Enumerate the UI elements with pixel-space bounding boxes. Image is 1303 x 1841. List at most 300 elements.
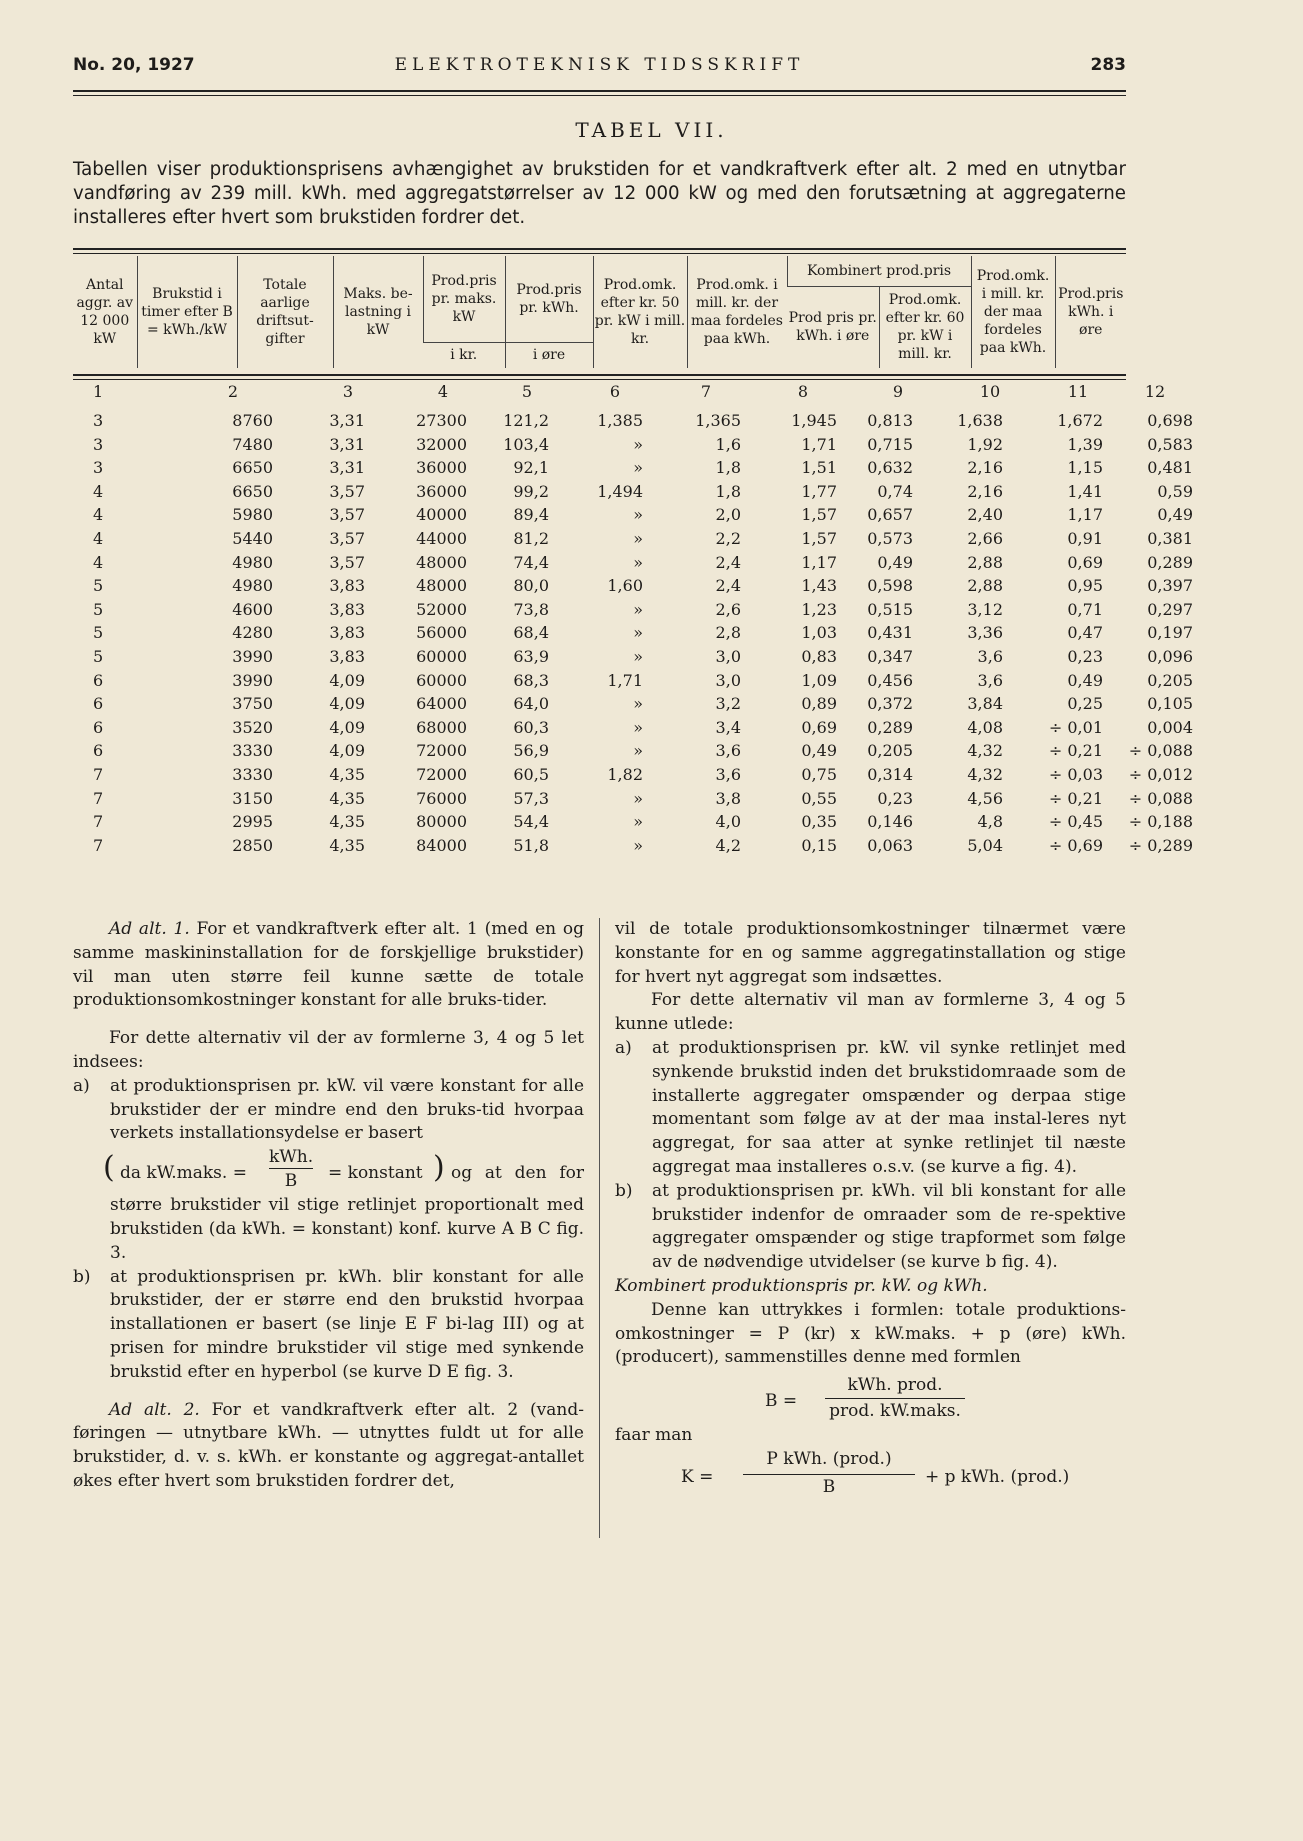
table-row — [73, 717, 1193, 742]
table-cell: 3 — [93, 411, 104, 430]
formula-b — [615, 1370, 1126, 1424]
table-cell: 60,3 — [513, 717, 549, 737]
table-cell: 3,6 — [715, 741, 741, 761]
table-cell: 1,8 — [715, 481, 741, 501]
table-cell: 72000 — [416, 741, 467, 761]
a-text-1: at produktionsprisen pr. kW. vil være konstant for alle brukstider der er mindre end den bruks-tid hvorpaa verkets installationsydelse er basert — [110, 1075, 584, 1144]
table-cell: » — [633, 717, 643, 737]
table-cell: 1,60 — [607, 576, 643, 596]
table-cell: » — [633, 505, 643, 525]
table-cell: 0,314 — [867, 764, 913, 784]
table-cell: 4980 — [232, 552, 273, 572]
table-cell: 60000 — [416, 646, 467, 666]
table-cell: » — [633, 741, 643, 761]
table-cell: 2,66 — [967, 528, 1003, 548]
journal-title: ELEKTROTEKNISK TIDSSKRIFT — [394, 55, 805, 75]
col-unit-6: i øre — [505, 342, 593, 368]
table-cell: 0,004 — [1147, 717, 1193, 737]
table-cell: » — [633, 835, 643, 855]
table-cell: 72000 — [416, 764, 467, 784]
f1-denominator: prod. kW.maks. — [829, 1401, 961, 1422]
table-cell: 4,09 — [329, 741, 365, 761]
table-cell: 3750 — [232, 694, 273, 714]
table-cell: 3,57 — [329, 552, 365, 572]
table-cell: 1,51 — [801, 458, 837, 478]
table-cell: 1,638 — [957, 411, 1003, 430]
table-cell: 0,15 — [801, 835, 837, 855]
table-cell: » — [633, 552, 643, 572]
table-cell: 2,16 — [967, 481, 1003, 501]
col-number: 6 — [609, 382, 621, 401]
paren-close: ) — [433, 1150, 445, 1186]
table-cell: 2,4 — [715, 552, 741, 572]
col-header-1: Antal aggr. av 12 000 kW — [76, 277, 134, 347]
table-cell: 1,494 — [597, 481, 643, 501]
table-cell: 0,573 — [867, 528, 913, 548]
col-number: 3 — [342, 382, 354, 401]
table-cell: 6 — [93, 670, 104, 690]
table-cell: 0,197 — [1147, 623, 1193, 643]
table-cell: 1,57 — [801, 528, 837, 548]
ra-text: at produktionsprisen pr. kW. vil synke retlinjet med synkende brukstid inden det brukstidomraade som de installerte aggregater omspænder og derpaa stige momentant som følge av at der maa instal-leres nyt aggregat, for saa atter at synke retlinjet til næste aggregat maa installeres o.s.v. (se kurve a fig. 4). — [652, 1037, 1126, 1177]
table-cell: 0,74 — [877, 481, 913, 501]
right-column — [615, 918, 1126, 1502]
table-cell: 4,32 — [967, 741, 1003, 761]
table-cell: 4,35 — [329, 812, 365, 832]
table-cell: ÷ 0,03 — [1048, 764, 1103, 784]
faar-man: faar man — [615, 1425, 693, 1446]
col-header-kombinert: Kombinert prod.pris — [787, 256, 971, 286]
table-cell: 2,2 — [715, 528, 741, 548]
table-cell: 68,4 — [513, 623, 549, 643]
table-cell: 1,39 — [1067, 434, 1103, 454]
table-cell: 6650 — [232, 458, 273, 478]
table-cell: 2,8 — [715, 623, 741, 643]
table-cell: 4600 — [232, 599, 273, 619]
table-cell: 40000 — [416, 505, 467, 525]
table-cell: 7480 — [232, 434, 273, 454]
table-row — [73, 576, 1193, 600]
table-cell: 1,71 — [607, 670, 643, 690]
table-cell: 2,16 — [967, 458, 1003, 478]
table-cell: 2,40 — [967, 505, 1003, 525]
table-cell: » — [633, 434, 643, 454]
table-cell: 0,146 — [867, 812, 913, 832]
table-cell: 4,35 — [329, 788, 365, 808]
formula-tail: og at den for — [451, 1163, 584, 1184]
table-row — [73, 812, 1193, 836]
table-cell: 56000 — [416, 623, 467, 643]
table-cell: 60,5 — [513, 764, 549, 784]
table-cell: 0,372 — [867, 694, 913, 714]
table-cell: 3,36 — [967, 623, 1003, 643]
formula-denominator: B — [284, 1171, 298, 1192]
issue-number: No. 20, 1927 — [73, 55, 195, 75]
table-cell: 0,35 — [801, 812, 837, 832]
table-cell: » — [633, 623, 643, 643]
right-paragraph-1: vil de totale produktionsomkostninger tilnærmet være konstante for en og samme aggregatinstallation og stige for hvert nyt aggregat som indsættes. — [615, 919, 1126, 987]
table-cell: 68,3 — [513, 670, 549, 690]
table-row — [73, 528, 1193, 553]
column-numbers — [73, 382, 1166, 406]
table-cell: 4 — [93, 481, 104, 501]
table-cell: 1,945 — [791, 411, 837, 430]
rb-label: b) — [615, 1180, 633, 1201]
table-cell: 48000 — [416, 552, 467, 572]
col-number: 11 — [1067, 382, 1089, 401]
table-cell: 1,43 — [801, 576, 837, 596]
table-cell: 3,31 — [329, 434, 365, 454]
table-cell: 0,096 — [1147, 646, 1193, 666]
table-cell: 7 — [93, 764, 104, 784]
table-cell: 3,0 — [715, 646, 741, 666]
table-cell: 1,82 — [607, 764, 643, 784]
table-cell: 4,35 — [329, 764, 365, 784]
table-cell: 0,75 — [801, 764, 837, 784]
table-cell: 4,32 — [967, 764, 1003, 784]
table-row — [73, 835, 1193, 860]
table-cell: 3150 — [232, 788, 273, 808]
table-cell: 2850 — [232, 835, 273, 855]
table-cell: 4 — [93, 505, 104, 525]
formula-lhs: da kW.maks. = — [120, 1163, 247, 1184]
col-number: 4 — [437, 382, 449, 401]
table-cell: 1,71 — [801, 434, 837, 454]
table-cell: 7 — [93, 812, 104, 832]
table-cell: 4280 — [232, 623, 273, 643]
table-cell: 0,69 — [801, 717, 837, 737]
table-cell: 3,84 — [967, 694, 1003, 714]
table-cell: 2,88 — [967, 576, 1003, 596]
table-cell: 6 — [93, 694, 104, 714]
table-cell: 6650 — [232, 481, 273, 501]
table-cell: 0,205 — [1147, 670, 1193, 690]
table-cell: 2,4 — [715, 576, 741, 596]
table-cell: 3,83 — [329, 623, 365, 643]
table-cell: 0,25 — [1067, 694, 1103, 714]
table-cell: 0,715 — [867, 434, 913, 454]
a-formula — [73, 1146, 584, 1194]
table-cell: » — [633, 646, 643, 666]
column-divider — [599, 918, 600, 1538]
table-cell: » — [633, 458, 643, 478]
table-cell: 7 — [93, 835, 104, 855]
table-cell: » — [633, 694, 643, 714]
table-cell: 3,0 — [715, 670, 741, 690]
table-cell: 0,49 — [801, 741, 837, 761]
a-label: a) — [73, 1075, 90, 1096]
col-number: 12 — [1144, 382, 1166, 401]
table-cell: 103,4 — [503, 434, 549, 454]
table-cell: 1,23 — [801, 599, 837, 619]
table-cell: 0,063 — [867, 835, 913, 855]
col-unit-5: i kr. — [423, 342, 505, 368]
table-cell: 3990 — [232, 670, 273, 690]
table-cell: 4 — [93, 528, 104, 548]
table-cell: 2,88 — [967, 552, 1003, 572]
col-header-5: Prod.pris pr. maks. kW — [423, 256, 505, 342]
table-cell: 1,92 — [967, 434, 1003, 454]
table-row — [73, 411, 1193, 435]
table-cell: 2,6 — [715, 599, 741, 619]
table-cell: 0,297 — [1147, 599, 1193, 619]
table-cell: 48000 — [416, 576, 467, 596]
table-cell: 0,632 — [867, 458, 913, 478]
table-cell: 0,49 — [1067, 670, 1103, 690]
table-cell: 0,456 — [867, 670, 913, 690]
table-cell: 0,289 — [1147, 552, 1193, 572]
table-cell: 0,431 — [867, 623, 913, 643]
f2-tail: + p kWh. (prod.) — [925, 1466, 1070, 1487]
col-number: 7 — [700, 382, 712, 401]
table-cell: » — [633, 788, 643, 808]
table-cell: 4,08 — [967, 717, 1003, 737]
table-row — [73, 741, 1193, 765]
table-cell: 6 — [93, 717, 104, 737]
table-cell: 36000 — [416, 458, 467, 478]
paren-open: ( — [103, 1150, 115, 1186]
table-cell: 3 — [93, 458, 104, 478]
formula-rhs: = konstant — [328, 1163, 423, 1184]
right-paragraph-2: For dette alternativ vil man av formlerne 3, 4 og 5 kunne utlede: — [615, 990, 1126, 1035]
table-cell: 4,0 — [715, 812, 741, 832]
table-row — [73, 764, 1193, 789]
table-cell: 99,2 — [513, 481, 549, 501]
table-row — [73, 552, 1193, 577]
col-number: 9 — [892, 382, 904, 401]
table-row — [73, 623, 1193, 647]
table-cell: 1,17 — [801, 552, 837, 572]
table-cell: 44000 — [416, 528, 467, 548]
table-cell: 0,71 — [1067, 599, 1103, 619]
col-header-11: Prod.omk. i mill. kr. der maa fordeles paa kWh. — [971, 256, 1055, 368]
table-cell: ÷ 0,01 — [1048, 717, 1103, 737]
table-cell: ÷ 0,188 — [1128, 812, 1193, 832]
table-cell: 89,4 — [513, 505, 549, 525]
table-cell: 4,09 — [329, 717, 365, 737]
table-cell: 3,2 — [715, 694, 741, 714]
table-cell: 3520 — [232, 717, 273, 737]
table-cell: 1,15 — [1067, 458, 1103, 478]
f1-lhs: B = — [765, 1391, 798, 1412]
table-cell: 32000 — [416, 434, 467, 454]
header-rule — [73, 90, 1126, 96]
table-cell: 5 — [93, 599, 104, 619]
right-paragraph-3: Denne kan uttrykkes i formlen: totale produktions-omkostninger = P (kr) x kW.maks. + p (øre) kWh. (producert), sammenstilles denne med formlen — [615, 1299, 1126, 1368]
table-intro: Tabellen viser produktionsprisens avhængighet av brukstiden for et vandkraftverk efter alt. 2 med en utnytbar vandføring av 239 mill. kWh. med aggregatstørrelser av 12 000 kW og med den forutsætning at aggregaterne installeres efter hvert som brukstiden fordrer det. — [73, 159, 1126, 228]
col-number: 2 — [227, 382, 239, 401]
table-cell: 3,83 — [329, 576, 365, 596]
table-row — [73, 694, 1193, 718]
table-cell: 80000 — [416, 812, 467, 832]
table-cell: 3990 — [232, 646, 273, 666]
table-top-rule — [73, 248, 1126, 254]
table-cell: 4,2 — [715, 835, 741, 855]
table-cell: 81,2 — [513, 528, 549, 548]
table-cell: 0,23 — [877, 788, 913, 808]
alt2-heading: Ad alt. 2. — [109, 1399, 200, 1420]
formula-numerator: kWh. — [269, 1147, 314, 1168]
running-header — [73, 55, 1126, 81]
table-cell: 4,09 — [329, 694, 365, 714]
table-cell: 0,657 — [867, 505, 913, 525]
table-cell: 0,49 — [877, 552, 913, 572]
table-cell: 3,31 — [329, 458, 365, 478]
col-header-8: Prod.omk. i mill. kr. der maa fordeles paa kWh. — [687, 256, 787, 368]
table-cell: 0,397 — [1147, 576, 1193, 596]
table-cell: 0,89 — [801, 694, 837, 714]
table-cell: 68000 — [416, 717, 467, 737]
page-number: 283 — [1090, 55, 1126, 75]
table-cell: 57,3 — [513, 788, 549, 808]
table-cell: 3,57 — [329, 481, 365, 501]
table-cell: 0,598 — [867, 576, 913, 596]
table-cell: 73,8 — [513, 599, 549, 619]
table-cell: 3,6 — [715, 764, 741, 784]
table-cell: 3,8 — [715, 788, 741, 808]
col-header-2: Brukstid i timer efter B = kWh./kW — [137, 256, 237, 368]
table-row — [73, 599, 1193, 624]
table-cell: 121,2 — [503, 411, 549, 430]
table-cell: 27300 — [416, 411, 467, 430]
table-cell: 56,9 — [513, 741, 549, 761]
table-cell: 1,385 — [597, 411, 643, 430]
table-cell: 2995 — [232, 812, 273, 832]
f2-numerator: P kWh. (prod.) — [766, 1448, 892, 1469]
table-row — [73, 458, 1193, 482]
table-cell: 63,9 — [513, 646, 549, 666]
table-cell: 54,4 — [513, 812, 549, 832]
table-cell: 0,91 — [1067, 528, 1103, 548]
table-cell: 3,12 — [967, 599, 1003, 619]
table-cell: ÷ 0,088 — [1128, 788, 1193, 808]
f2-bar — [743, 1474, 915, 1475]
table-cell: 92,1 — [513, 458, 549, 478]
table-cell: 4980 — [232, 576, 273, 596]
fraction-bar — [269, 1168, 313, 1169]
table-cell: 0,289 — [867, 717, 913, 737]
table-row — [73, 788, 1193, 813]
table-cell: 3,31 — [329, 411, 365, 430]
table-cell: 4,56 — [967, 788, 1003, 808]
table-cell: 0,583 — [1147, 434, 1193, 454]
table-cell: 2,0 — [715, 505, 741, 525]
table-cell: 5 — [93, 576, 104, 596]
table-cell: 3,57 — [329, 528, 365, 548]
f2-lhs: K = — [681, 1466, 714, 1487]
table-cell: 3,83 — [329, 646, 365, 666]
table-cell: 4 — [93, 552, 104, 572]
left-column — [73, 918, 584, 1494]
col-header-6: Prod.pris pr. kWh. — [505, 256, 593, 342]
table-cell: 3330 — [232, 764, 273, 784]
col-number: 1 — [93, 382, 104, 401]
table-cell: 0,515 — [867, 599, 913, 619]
table-cell: 1,77 — [801, 481, 837, 501]
table-row — [73, 670, 1193, 695]
table-cell: 1,57 — [801, 505, 837, 525]
table-cell: 1,365 — [695, 411, 741, 430]
a-text-2: større brukstider vil stige retlinjet proportionalt med brukstiden (da kWh. = konstant) konf. kurve A B C fig. 3. — [110, 1195, 584, 1263]
f2-denominator: B — [822, 1476, 836, 1497]
table-cell: 3,57 — [329, 505, 365, 525]
header-bottom-rule — [73, 374, 1126, 380]
col-header-9: Prod pris pr. kWh. i øre — [788, 310, 877, 345]
table-cell: 6 — [93, 741, 104, 761]
col-header-10: Prod.omk. efter kr. 60 pr. kW i mill. kr. — [879, 286, 971, 368]
col-number: 5 — [521, 382, 533, 401]
table-cell: 3,6 — [977, 670, 1003, 690]
table-cell: » — [633, 812, 643, 832]
table-cell: 3,6 — [977, 646, 1003, 666]
kombinert-heading: Kombinert produktionspris pr. kW. og kWh. — [615, 1275, 988, 1296]
table-cell: 4,35 — [329, 835, 365, 855]
table-cell: 1,672 — [1057, 411, 1103, 430]
table-cell: 7 — [93, 788, 104, 808]
table-row — [73, 646, 1193, 671]
alt2-text: For et vandkraftverk efter alt. 2 (vand-føringen — utnytbare kWh. — utnyttes fuldt ut for alle brukstider, d. v. s. kWh. er konstante og aggregat-antallet økes efter hvert som brukstiden fordrer det, — [73, 1399, 584, 1491]
table-cell: ÷ 0,45 — [1048, 812, 1103, 832]
table-cell: 0,49 — [1157, 505, 1193, 525]
table-cell: 84000 — [416, 835, 467, 855]
table-cell: 1,6 — [715, 434, 741, 454]
col-header-3: Totale aarlige driftsut-gifter — [237, 256, 333, 368]
col-header-12: Prod.pris kWh. i øre — [1055, 256, 1126, 368]
table-cell: 0,381 — [1147, 528, 1193, 548]
table-cell: 0,95 — [1067, 576, 1103, 596]
table-cell: 5,04 — [967, 835, 1003, 855]
table-cell: ÷ 0,69 — [1048, 835, 1103, 855]
table-row — [73, 505, 1193, 529]
table-cell: 0,481 — [1147, 458, 1193, 478]
table-cell: ÷ 0,21 — [1048, 788, 1103, 808]
table-cell: 0,59 — [1157, 481, 1193, 501]
table-cell: » — [633, 599, 643, 619]
table-cell: 0,23 — [1067, 646, 1103, 666]
table-cell: ÷ 0,289 — [1128, 835, 1193, 855]
table-cell: 76000 — [416, 788, 467, 808]
table-cell: 3330 — [232, 741, 273, 761]
alt1-heading: Ad alt. 1. — [109, 919, 190, 939]
col-number: 10 — [979, 382, 1001, 401]
table-cell: 5 — [93, 646, 104, 666]
table-cell: 3,83 — [329, 599, 365, 619]
b-text: at produktionsprisen pr. kWh. blir konstant for alle brukstider, der er større end den brukstid hvorpaa installationen er basert (se linje E F bi-lag III) og at prisen for mindre brukstider vil stige med synkende brukstid efter en hyperbol (se kurve D E fig. 3. — [110, 1266, 584, 1382]
table-body — [73, 411, 1193, 859]
table-cell: 0,55 — [801, 788, 837, 808]
table-cell: 0,698 — [1147, 411, 1193, 430]
table-cell: 64000 — [416, 694, 467, 714]
formula-k — [615, 1448, 1126, 1502]
table-cell: 80,0 — [513, 576, 549, 596]
f1-bar — [825, 1398, 965, 1399]
table-row — [73, 481, 1193, 506]
left-paragraph-2: For dette alternativ vil der av formlerne 3, 4 og 5 let indsees: — [73, 1028, 584, 1072]
table-cell: 52000 — [416, 599, 467, 619]
table-cell: 0,83 — [801, 646, 837, 666]
table-cell: 0,105 — [1147, 694, 1193, 714]
table-row — [73, 434, 1193, 459]
table-cell: 5440 — [232, 528, 273, 548]
table-cell: 4,8 — [977, 812, 1003, 832]
table-cell: 0,813 — [867, 411, 913, 430]
table-title: TABEL VII. — [575, 118, 728, 142]
f1-numerator: kWh. prod. — [847, 1375, 943, 1396]
b-label: b) — [73, 1266, 91, 1287]
table-cell: ÷ 0,088 — [1128, 741, 1193, 761]
table-cell: 1,41 — [1067, 481, 1103, 501]
table-cell: 1,8 — [715, 458, 741, 478]
